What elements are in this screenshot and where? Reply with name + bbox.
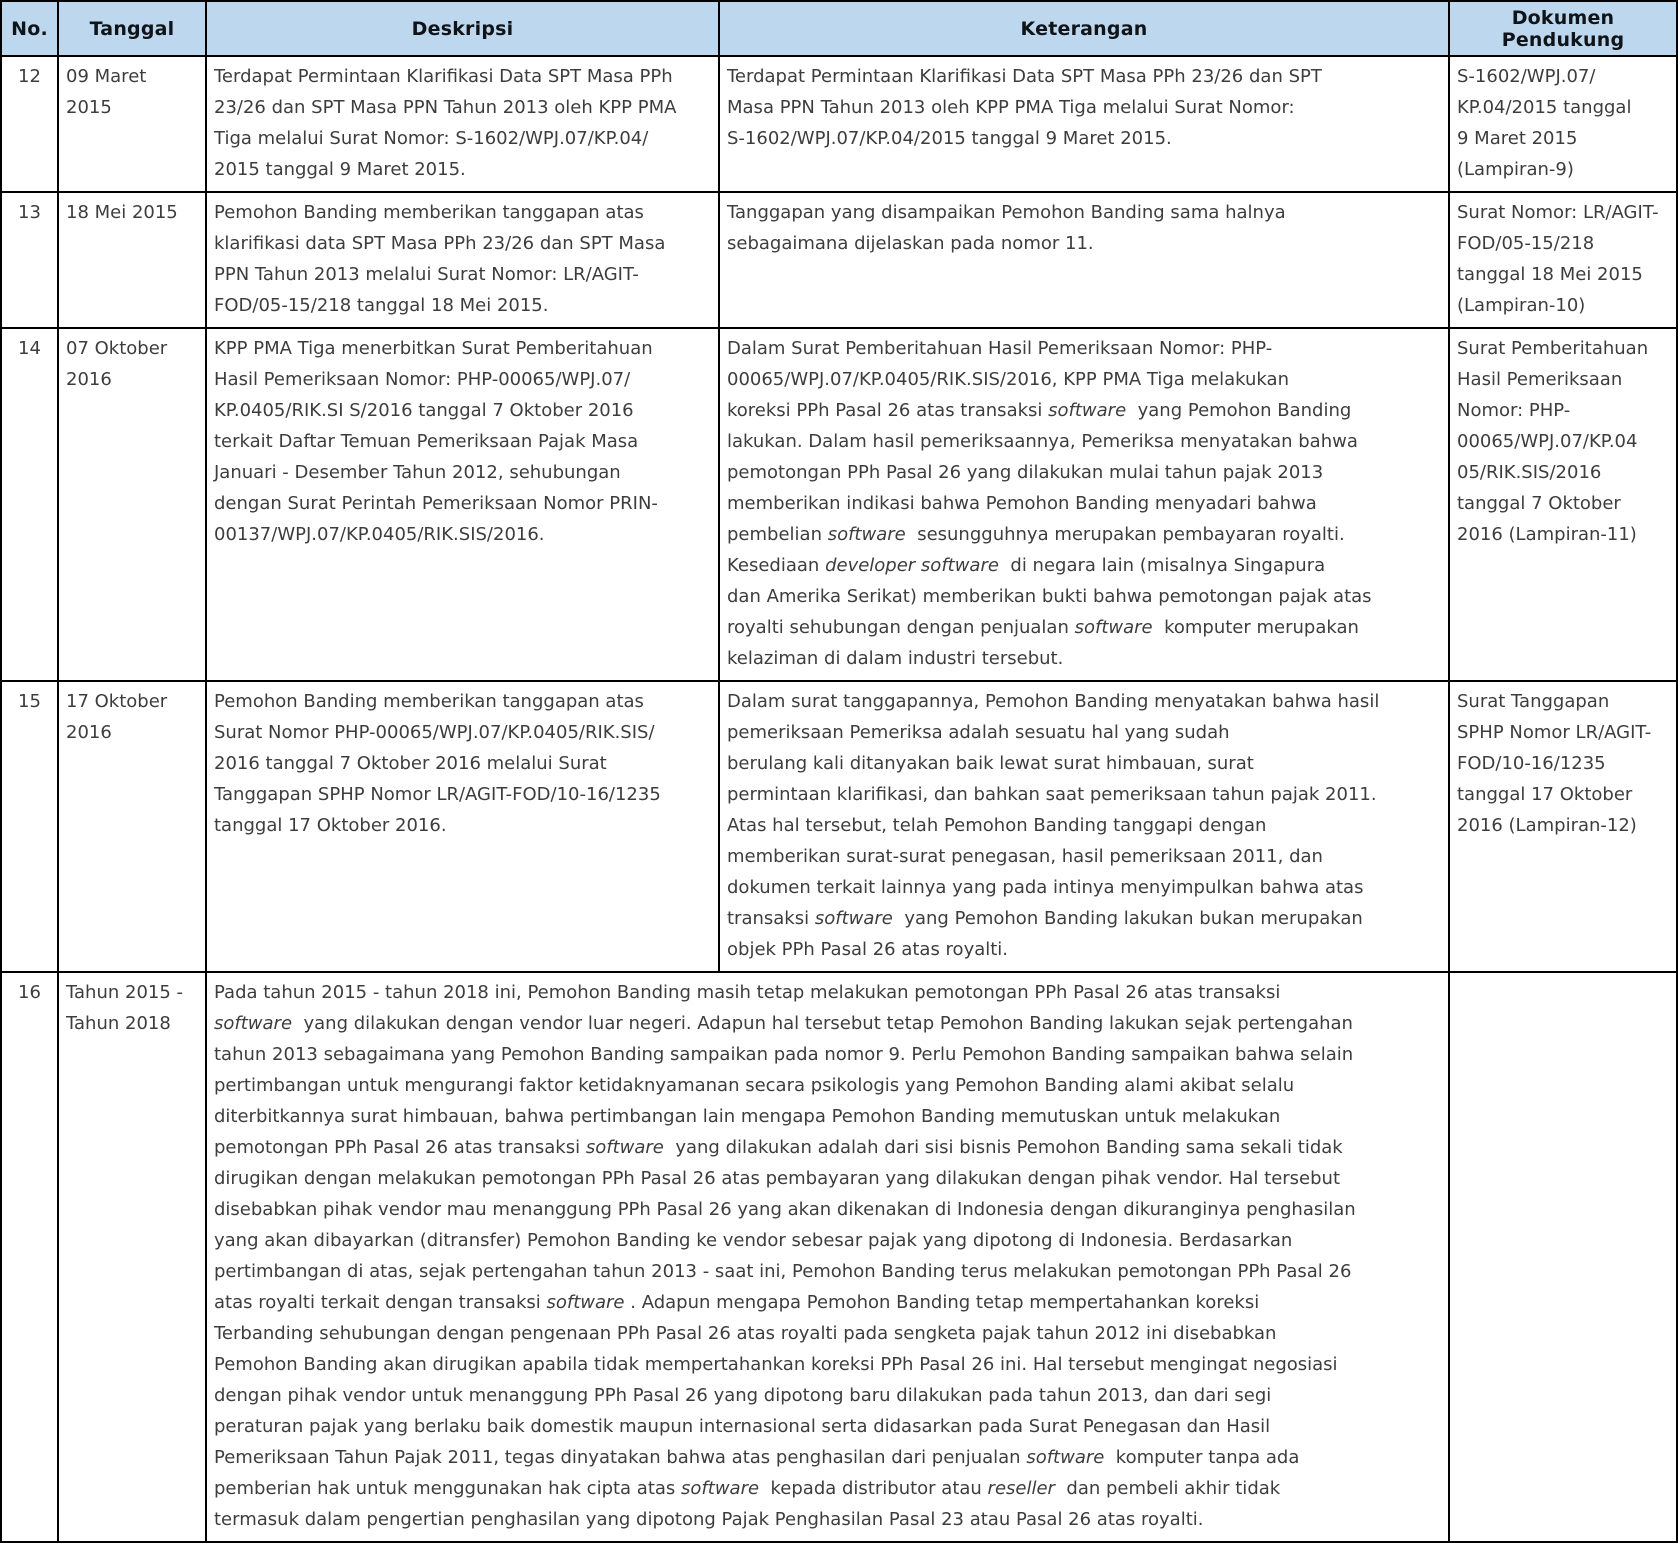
column-header-deskripsi: Deskripsi: [206, 1, 719, 56]
cell-dokumen-pendukung: Surat Nomor: LR/AGIT- FOD/05-15/218 tanggal 18 Mei 2015 (Lampiran-10): [1449, 192, 1677, 328]
cell-no: 15: [1, 681, 58, 972]
cell-keterangan: Tanggapan yang disampaikan Pemohon Banding sama halnya sebagaimana dijelaskan pada nomor 11.: [719, 192, 1449, 328]
column-header-dokumen-pendukung: Dokumen Pendukung: [1449, 1, 1677, 56]
cell-no: 14: [1, 328, 58, 681]
column-header-keterangan: Keterangan: [719, 1, 1449, 56]
cell-no: 12: [1, 56, 58, 192]
cell-tanggal: 17 Oktober 2016: [58, 681, 206, 972]
cell-deskripsi: Terdapat Permintaan Klarifikasi Data SPT Masa PPh 23/26 dan SPT Masa PPN Tahun 2013 oleh KPP PMA Tiga melalui Surat Nomor: S-1602/WPJ.07/KP.04/ 2015 tanggal 9 Maret 2015.: [206, 56, 719, 192]
cell-dokumen-pendukung: S-1602/WPJ.07/ KP.04/2015 tanggal 9 Maret 2015 (Lampiran-9): [1449, 56, 1677, 192]
cell-dokumen-pendukung: [1449, 972, 1677, 1542]
table-row: [1, 972, 1677, 1542]
cell-keterangan: Dalam Surat Pemberitahuan Hasil Pemeriksaan Nomor: PHP- 00065/WPJ.07/KP.0405/RIK.SIS/2016, KPP PMA Tiga melakukan koreksi PPh Pasal 26 atas transaksi software yang Pemohon Banding lakukan. Dalam hasil pemeriksaannya, Pemeriksa menyatakan bahwa pemotongan PPh Pasal 26 yang dilakukan mulai tahun pajak 2013 memberikan indikasi bahwa Pemohon Banding menyadari bahwa pembelian software sesungguhnya merupakan pembayaran royalti. Kesediaan developer software di negara lain (misalnya Singapura dan Amerika Serikat) memberikan bukti bahwa pemotongan pajak atas royalti sehubungan dengan penjualan software komputer merupakan kelaziman di dalam industri tersebut.: [719, 328, 1449, 681]
cell-tanggal: 18 Mei 2015: [58, 192, 206, 328]
cell-tanggal: 07 Oktober 2016: [58, 328, 206, 681]
cell-dokumen-pendukung: Surat Pemberitahuan Hasil Pemeriksaan Nomor: PHP- 00065/WPJ.07/KP.04 05/RIK.SIS/2016 tanggal 7 Oktober 2016 (Lampiran-11): [1449, 328, 1677, 681]
column-header-no: No.: [1, 1, 58, 56]
table-row: [1, 681, 1677, 972]
cell-deskripsi: KPP PMA Tiga menerbitkan Surat Pemberitahuan Hasil Pemeriksaan Nomor: PHP-00065/WPJ.07/ KP.0405/RIK.SI S/2016 tanggal 7 Oktober 2016 terkait Daftar Temuan Pemeriksaan Pajak Masa Januari - Desember Tahun 2012, sehubungan dengan Surat Perintah Pemeriksaan Nomor PRIN- 00137/WPJ.07/KP.0405/RIK.SIS/2016.: [206, 328, 719, 681]
cell-keterangan: Terdapat Permintaan Klarifikasi Data SPT Masa PPh 23/26 dan SPT Masa PPN Tahun 2013 oleh KPP PMA Tiga melalui Surat Nomor: S-1602/WPJ.07/KP.04/2015 tanggal 9 Maret 2015.: [719, 56, 1449, 192]
cell-keterangan: Dalam surat tanggapannya, Pemohon Banding menyatakan bahwa hasil pemeriksaan Pemeriksa adalah sesuatu hal yang sudah berulang kali ditanyakan baik lewat surat himbauan, surat permintaan klarifikasi, dan bahkan saat pemeriksaan tahun pajak 2011. Atas hal tersebut, telah Pemohon Banding tanggapi dengan memberikan surat-surat penegasan, hasil pemeriksaan 2011, dan dokumen terkait lainnya yang pada intinya menyimpulkan bahwa atas transaksi software yang Pemohon Banding lakukan bukan merupakan objek PPh Pasal 26 atas royalti.: [719, 681, 1449, 972]
cell-deskripsi-keterangan-merged: Pada tahun 2015 - tahun 2018 ini, Pemohon Banding masih tetap melakukan pemotongan PPh Pasal 26 atas transaksi software yang dilakukan dengan vendor luar negeri. Adapun hal tersebut tetap Pemohon Banding lakukan sejak pertengahan tahun 2013 sebagaimana yang Pemohon Banding sampaikan pada nomor 9. Perlu Pemohon Banding sampaikan bahwa selain pertimbangan untuk mengurangi faktor ketidaknyamanan secara psikologis yang Pemohon Banding alami akibat selalu diterbitkannya surat himbauan, bahwa pertimbangan lain mengapa Pemohon Banding memutuskan untuk melakukan pemotongan PPh Pasal 26 atas transaksi software yang dilakukan adalah dari sisi bisnis Pemohon Banding sama sekali tidak dirugikan dengan melakukan pemotongan PPh Pasal 26 atas pembayaran yang dilakukan dengan pihak vendor. Hal tersebut disebabkan pihak vendor mau menanggung PPh Pasal 26 yang akan dikenakan di Indonesia dengan dikuranginya penghasilan yang akan dibayarkan (ditransfer) Pemohon Banding ke vendor sebesar pajak yang dipotong di Indonesia. Berdasarkan pertimbangan di atas, sejak pertengahan tahun 2013 - saat ini, Pemohon Banding terus melakukan pemotongan PPh Pasal 26 atas royalti terkait dengan transaksi software . Adapun mengapa Pemohon Banding tetap mempertahankan koreksi Terbanding sehubungan dengan pengenaan PPh Pasal 26 atas royalti pada sengketa pajak tahun 2012 ini disebabkan Pemohon Banding akan dirugikan apabila tidak mempertahankan koreksi PPh Pasal 26 ini. Hal tersebut mengingat negosiasi dengan pihak vendor untuk menanggung PPh Pasal 26 yang dipotong baru dilakukan pada tahun 2013, dan dari segi peraturan pajak yang berlaku baik domestik maupun internasional serta didasarkan pada Surat Penegasan dan Hasil Pemeriksaan Tahun Pajak 2011, tegas dinyatakan bahwa atas penghasilan dari penjualan software komputer tanpa ada pemberian hak untuk menggunakan hak cipta atas software kepada distributor atau reseller dan pembeli akhir tidak termasuk dalam pengertian penghasilan yang dipotong Pajak Penghasilan Pasal 23 atau Pasal 26 atas royalti.: [206, 972, 1449, 1542]
cell-deskripsi: Pemohon Banding memberikan tanggapan atas Surat Nomor PHP-00065/WPJ.07/KP.0405/RIK.SIS/ 2016 tanggal 7 Oktober 2016 melalui Surat Tanggapan SPHP Nomor LR/AGIT-FOD/10-16/1235 tanggal 17 Oktober 2016.: [206, 681, 719, 972]
cell-dokumen-pendukung: Surat Tanggapan SPHP Nomor LR/AGIT- FOD/10-16/1235 tanggal 17 Oktober 2016 (Lampiran-12): [1449, 681, 1677, 972]
column-header-tanggal: Tanggal: [58, 1, 206, 56]
cell-no: 13: [1, 192, 58, 328]
cell-tanggal: Tahun 2015 - Tahun 2018: [58, 972, 206, 1542]
table-row: [1, 56, 1677, 192]
table-row: [1, 328, 1677, 681]
cell-no: 16: [1, 972, 58, 1542]
table-row: [1, 192, 1677, 328]
cell-deskripsi: Pemohon Banding memberikan tanggapan atas klarifikasi data SPT Masa PPh 23/26 dan SPT Masa PPN Tahun 2013 melalui Surat Nomor: LR/AGIT- FOD/05-15/218 tanggal 18 Mei 2015.: [206, 192, 719, 328]
cell-tanggal: 09 Maret 2015: [58, 56, 206, 192]
header-row: [1, 1, 1677, 56]
